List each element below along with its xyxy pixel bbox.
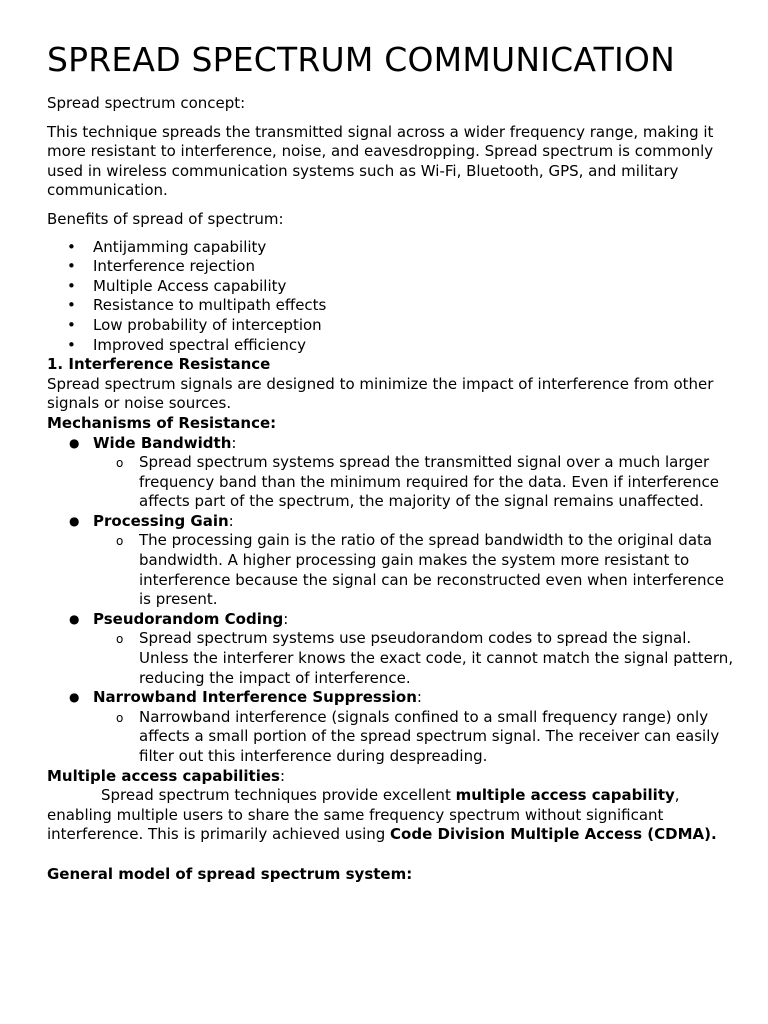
- bullet-icon: •: [67, 276, 76, 295]
- bullet-icon: •: [67, 335, 76, 354]
- circle-bullet-icon: o: [116, 534, 124, 549]
- bullet-icon: •: [67, 296, 76, 315]
- multiple-access-heading: Multiple access capabilities: [47, 766, 280, 785]
- mechanism-item: ● Wide Bandwidth: o Spread spectrum systems spread the transmitted signal over a much larger frequency band than the minimum required for the data. Even if interference affects part of the spectrum, the majority of the signal remains unaffected.: [47, 434, 737, 512]
- bullet-icon: ●: [69, 690, 80, 705]
- document-page: [47, 40, 737, 884]
- list-item: o Narrowband interference (signals confined to a small frequency range) only affects a small portion of the spread spectrum signal. The receiver can easily filter out this interference during despreading.: [116, 707, 720, 765]
- multiple-access-paragraph: Spread spectrum techniques provide excellent multiple access capability, enabling multiple users to share the same frequency spectrum without significant interference. This is primarily achieved using Code Division Multiple Access (CDMA).: [47, 786, 717, 844]
- mechanism-item: ● Pseudorandom Coding: o Spread spectrum systems use pseudorandom codes to spread the signal. Unless the interferer knows the exact code, it cannot match the signal pattern, reducing the impact of interference.: [47, 610, 737, 688]
- general-model-heading: General model of spread spectrum system:: [47, 864, 413, 883]
- mechanism-item: ● Narrowband Interference Suppression: o Narrowband interference (signals confined to a small frequency range) only affects a small portion of the spread spectrum signal. The receiver can easily filter out this interference during despreading.: [47, 688, 737, 766]
- page-title: SPREAD SPECTRUM COMMUNICATION: [47, 40, 675, 79]
- mechanism-name: Pseudorandom Coding: [93, 609, 284, 628]
- bullet-icon: ●: [69, 611, 80, 626]
- bullet-icon: •: [67, 315, 76, 334]
- mechanism-name: Narrowband Interference Suppression: [93, 688, 417, 707]
- mechanisms-list: [47, 434, 737, 767]
- circle-bullet-icon: o: [116, 710, 124, 725]
- list-item: o The processing gain is the ratio of the spread bandwidth to the original data bandwidth. A higher processing gain makes the system more resistant to interference because the signal can be reconstructed even when interference is present.: [116, 531, 724, 609]
- mechanism-item: ● Processing Gain: o The processing gain is the ratio of the spread bandwidth to the original data bandwidth. A higher processing gain makes the system more resistant to interference because the signal can be reconstructed even when interference is present.: [47, 512, 737, 610]
- circle-bullet-icon: o: [116, 456, 124, 471]
- list-item: • Interference rejection: [67, 257, 255, 276]
- mechanism-name: Processing Gain: [93, 511, 229, 530]
- mechanism-detail-list: [93, 708, 737, 767]
- bullet-icon: •: [67, 257, 76, 276]
- benefits-list: [47, 238, 737, 356]
- multiple-access-heading-line: Multiple access capabilities:: [47, 766, 286, 785]
- benefits-label: Benefits of spread of spectrum:: [47, 209, 284, 228]
- circle-bullet-icon: o: [116, 632, 124, 647]
- mechanism-detail-list: [93, 531, 737, 609]
- bullet-icon: ●: [69, 513, 80, 528]
- bullet-icon: ●: [69, 435, 80, 450]
- list-item: • Multiple Access capability: [67, 276, 287, 295]
- interference-text: Spread spectrum signals are designed to minimize the impact of interference from other signals or noise sources.: [47, 374, 714, 413]
- intro-paragraph: This technique spreads the transmitted signal across a wider frequency range, making it more resistant to interference, noise, and eavesdropping. Spread spectrum is commonly used in wireless communication systems such as Wi-Fi, Bluetooth, GPS, and military communication.: [47, 122, 714, 200]
- bullet-icon: •: [67, 237, 76, 256]
- mechanism-detail-list: [93, 453, 737, 512]
- concept-label: Spread spectrum concept:: [47, 94, 246, 112]
- list-item: o Spread spectrum systems spread the transmitted signal over a much larger frequency band than the minimum required for the data. Even if interference affects part of the spectrum, the majority of the signal remains unaffected.: [116, 453, 720, 511]
- mechanisms-label: Mechanisms of Resistance:: [47, 413, 277, 432]
- list-item: • Resistance to multipath effects: [67, 296, 327, 315]
- spacer: [47, 845, 737, 865]
- list-item: o Spread spectrum systems use pseudorandom codes to spread the signal. Unless the interferer knows the exact code, it cannot match the signal pattern, reducing the impact of interference.: [116, 629, 734, 687]
- interference-heading: 1. Interference Resistance: [47, 355, 271, 374]
- list-item: • Improved spectral efficiency: [67, 335, 306, 354]
- mechanism-name: Wide Bandwidth: [93, 433, 232, 452]
- list-item: • Antijamming capability: [67, 237, 267, 256]
- mechanism-detail-list: [93, 629, 737, 688]
- list-item: • Low probability of interception: [67, 315, 322, 334]
